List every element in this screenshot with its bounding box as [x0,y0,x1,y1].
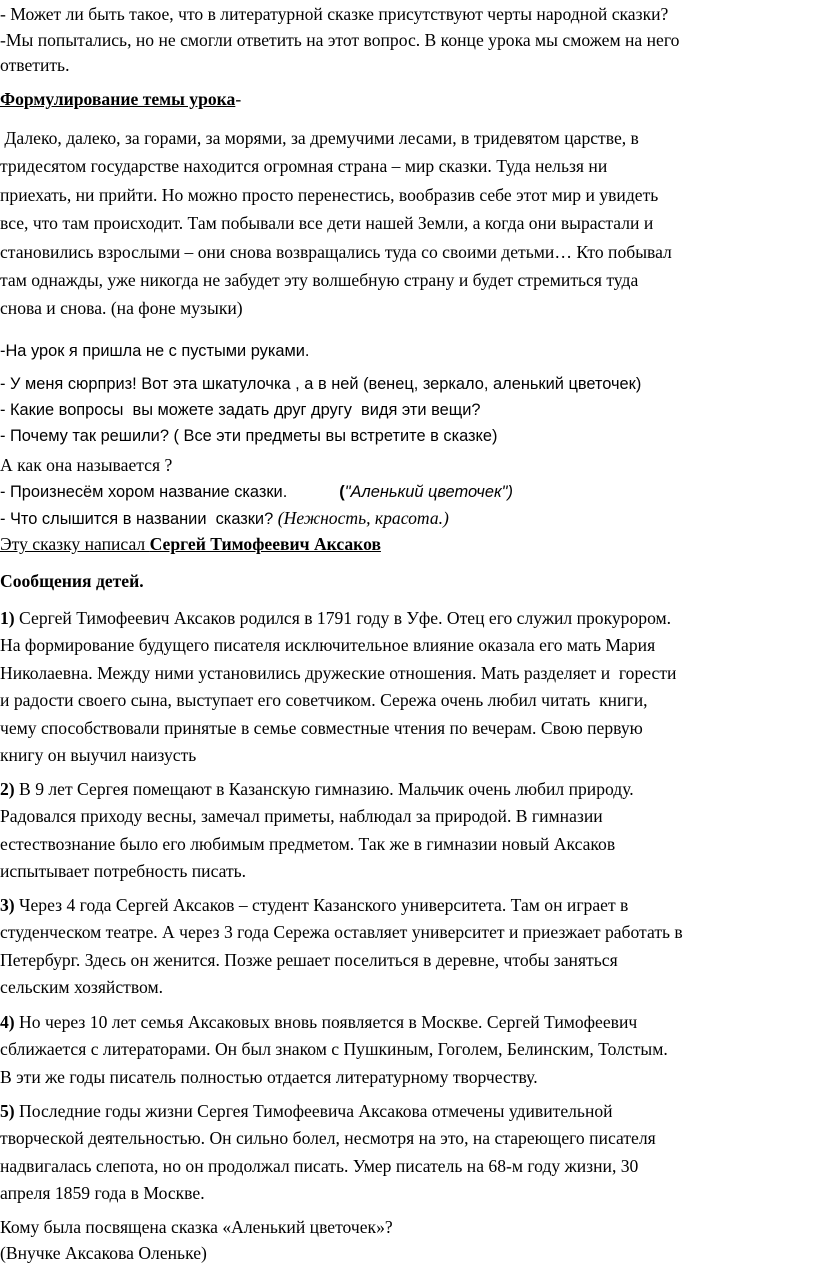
message-number: 2) [0,779,15,799]
intro-line-1: - Может ли быть такое, что в литературной сказке присутствуют черты народной сказки? [0,4,669,24]
intro-block [0,1,816,79]
message-line: студенческом театре. А через 3 года Сережа оставляет университет и приезжает работать в [0,922,683,943]
story-line: приехать, ни прийти. Но можно просто перенестись, вообразив себе этот мир и увидеть [0,184,659,205]
dialog-line-6 [0,479,816,505]
message-line: и радости своего сына, выступает его советчиком. Сережа очень любил читать книги, [0,690,648,711]
message-line: Но через 10 лет семья Аксаковых вновь появляется в Москве. Сергей Тимофеевич [14,1012,638,1032]
message-number: 1) [0,608,15,628]
story-paragraph [0,124,816,323]
message-line: книгу он выучил наизусть [0,745,197,766]
message-line: творческой деятельностью. Он сильно болел, несмотря на это, на стареющего писателя [0,1128,656,1149]
story-line: снова и снова. (на фоне музыки) [0,298,243,319]
message-line: чему способствовали принятые в семье совместные чтения по вечерам. Свою первую [0,717,643,738]
topic-heading: Формулирование темы урока [0,89,236,109]
topic-heading-block [0,86,816,113]
title-paren: ( [339,483,345,501]
dialog-line-1: -На урок я пришла не с пустыми руками. [0,342,310,360]
topic-heading-dash: - [235,89,242,109]
name-question: - Что слышится в названии сказки? [0,510,278,528]
message-1 [0,605,816,769]
message-number: 5) [0,1101,15,1121]
message-number: 3) [0,895,15,915]
story-line: становились взрослыми – они снова возвращались туда со своими детьми… Кто побывал [0,241,672,262]
fairy-tale-title: "Аленький цветочек") [344,483,513,501]
message-line: естествознание было его любимым предметом. Так же в гимназии новый Аксаков [0,833,616,854]
intro-line-2: -Мы попытались, но не смогли ответить на этот вопрос. В конце урока мы сможем на него [0,29,680,50]
author-name: Сергей Тимофеевич Аксаков [149,534,381,554]
message-line: Последние годы жизни Сергея Тимофеевича Аксакова отмечены удивительной [14,1101,613,1121]
message-line: На формирование будущего писателя исключительное влияние оказала его мать Мария [0,635,656,656]
message-2 [0,776,816,886]
message-3 [0,892,816,1002]
message-line: В 9 лет Сергея помещают в Казанскую гимназию. Мальчик очень любил природу. [14,779,634,799]
dialog-line-7 [0,505,816,532]
author-line [0,531,816,557]
dedication-answer: (Внучке Аксакова Оленьке) [0,1243,207,1263]
name-answer: (Нежность, красота.) [277,508,449,528]
dedication-question: Кому была посвящена сказка «Аленький цветочек»? [0,1217,393,1237]
dialog-line-4: - Почему так решили? ( Все эти предметы вы встретите в сказке) [0,427,498,445]
message-line: сближается с литераторами. Он был знаком с Пушкиным, Гоголем, Белинским, Толстым. [0,1039,668,1060]
story-line: Далеко, далеко, за горами, за морями, за дремучими лесами, в тридевятом царстве, в [0,128,639,148]
dialog-line-5: А как она называется ? [0,455,173,475]
chorus-prompt: - Произнесём хором название сказки. [0,483,288,501]
closing-block [0,1214,816,1266]
dialog-line-2: - У меня сюрприз! Вот эта шкатулочка , а в ней (венец, зеркало, аленький цветочек) [0,375,642,393]
message-line: Петербург. Здесь он женится. Позже решает поселиться в деревне, чтобы заняться [0,949,618,970]
story-line: тридесятом государстве находится огромная страна – мир сказки. Туда нельзя ни [0,156,608,177]
message-4 [0,1009,816,1091]
message-line: апреля 1859 года в Москве. [0,1183,205,1204]
dialog-block [0,371,816,449]
message-line: испытывает потребность писать. [0,861,247,882]
intro-line-3: ответить. [0,55,70,75]
message-line: Через 4 года Сергей Аксаков – студент Казанского университета. Там он играет в [14,895,629,915]
author-intro: Эту сказку написал [0,534,150,554]
dialog-line-3: - Какие вопросы вы можете задать друг другу видя эти вещи? [0,401,481,419]
story-line: все, что там происходит. Там побывали все дети нашей Земли, а когда они вырастали и [0,213,654,234]
message-line: Сергей Тимофеевич Аксаков родился в 1791 году в Уфе. Отец его служил прокурором. [14,608,672,628]
messages-heading: Сообщения детей. [0,571,144,591]
message-number: 4) [0,1012,15,1032]
message-line: Николаевна. Между ними установились дружеские отношения. Мать разделяет и горести [0,662,677,683]
message-line: В эти же годы писатель полностью отдается литературному творчеству. [0,1066,538,1087]
message-line: Радовался приходу весны, замечал приметы, наблюдал за природой. В гимназии [0,806,603,827]
message-5 [0,1098,816,1208]
message-line: надвигалась слепота, но он продолжал писать. Умер писатель на 68-м году жизни, 30 [0,1155,639,1176]
story-line: там однажды, уже никогда не забудет эту волшебную страну и будет стремиться туда [0,270,639,291]
message-line: сельским хозяйством. [0,977,163,998]
